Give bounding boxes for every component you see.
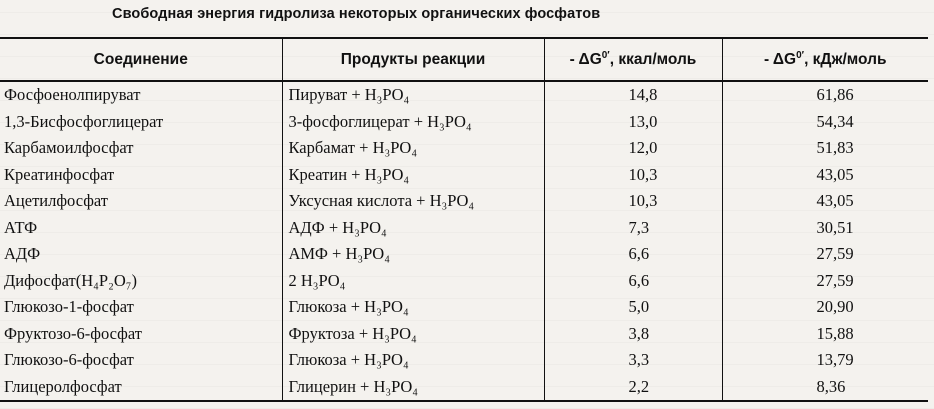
- cell-products: Креатин + H₃PO₄: [282, 162, 544, 189]
- cell-kcal: 6,6: [544, 268, 722, 295]
- cell-products: 2 H₃PO₄: [282, 268, 544, 295]
- header-kj-suffix: , кДж/моль: [804, 51, 887, 69]
- cell-kj: 8,36: [722, 374, 928, 402]
- cell-compound: Фосфоенолпируват: [4, 85, 141, 105]
- header-compound: Соединение: [0, 38, 282, 81]
- cell-products: АМФ + H₃PO₄: [282, 241, 544, 268]
- table-row: [0, 162, 928, 189]
- cell-compound: АДФ: [4, 244, 41, 264]
- cell-compound: Дифосфат(H₄P₂O₇): [4, 270, 138, 290]
- table-row: [0, 241, 928, 268]
- cell-products: Пируват + H₃PO₄: [282, 81, 544, 109]
- table-header: [0, 38, 928, 81]
- cell-products: Глюкоза + H₃PO₄: [282, 347, 544, 374]
- cell-kj: 61,86: [722, 81, 928, 109]
- header-row: [0, 38, 928, 81]
- table-row: [0, 188, 928, 215]
- cell-compound: Ацетилфосфат: [4, 191, 109, 211]
- cell-kj: 27,59: [722, 241, 928, 268]
- cell-kj: 20,90: [722, 294, 928, 321]
- cell-kcal: 7,3: [544, 215, 722, 242]
- cell-kj: 54,34: [722, 109, 928, 136]
- cell-products: АДФ + H₃PO₄: [282, 215, 544, 242]
- header-kcal-suffix: , ккал/моль: [609, 51, 697, 69]
- cell-kcal: 5,0: [544, 294, 722, 321]
- cell-compound: Глицеролфосфат: [0, 374, 282, 402]
- cell-compound: Глюкозо-1-фосфат: [4, 297, 134, 317]
- cell-products: Фруктоза + H₃PO₄: [282, 321, 544, 348]
- cell-products: 3-фосфоглицерат + H₃PO₄: [282, 109, 544, 136]
- cell-compound: Глюкозо-6-фосфат: [4, 350, 134, 370]
- cell-compound: Креатинфосфат: [4, 164, 115, 184]
- cell-products: Глюкоза + H₃PO₄: [282, 294, 544, 321]
- cell-compound: 1,3-Бисфосфоглицерат: [4, 111, 164, 131]
- table-row: [0, 268, 928, 295]
- header-kj-prefix: - ΔG: [764, 51, 797, 69]
- cell-kj: 43,05: [722, 188, 928, 215]
- table-body: [0, 81, 928, 401]
- cell-kcal: 13,0: [544, 109, 722, 136]
- header-kcal-sup: 0′: [601, 49, 610, 61]
- cell-kj: 51,83: [722, 135, 928, 162]
- table-row: [0, 374, 928, 402]
- cell-kcal: 3,8: [544, 321, 722, 348]
- cell-kcal: 12,0: [544, 135, 722, 162]
- cell-kcal: 10,3: [544, 162, 722, 189]
- header-kcal-prefix: - ΔG: [569, 51, 602, 69]
- cell-compound: АТФ: [4, 217, 38, 237]
- cell-products: Уксусная кислота + H₃PO₄: [282, 188, 544, 215]
- header-kj-sup: 0′: [796, 49, 805, 61]
- cell-kcal: 6,6: [544, 241, 722, 268]
- table-row: [0, 215, 928, 242]
- table-title: Свободная энергия гидролиза некоторых органических фосфатов: [112, 6, 601, 22]
- header-products: Продукты реакции: [282, 38, 544, 81]
- cell-kcal: 2,2: [544, 374, 722, 402]
- cell-compound: Фруктозо-6-фосфат: [4, 323, 142, 343]
- header-kj: [722, 38, 928, 81]
- table-row: [0, 321, 928, 348]
- header-kcal: [544, 38, 722, 81]
- table-row: [0, 294, 928, 321]
- cell-products: Карбамат + H₃PO₄: [282, 135, 544, 162]
- cell-kcal: 10,3: [544, 188, 722, 215]
- cell-kj: 27,59: [722, 268, 928, 295]
- table-row: [0, 81, 928, 109]
- cell-products: Глицерин + H₃PO₄: [282, 374, 544, 402]
- cell-compound: Карбамоилфосфат: [4, 138, 134, 158]
- cell-kcal: 14,8: [544, 81, 722, 109]
- cell-kj: 30,51: [722, 215, 928, 242]
- table-row: [0, 347, 928, 374]
- cell-kj: 13,79: [722, 347, 928, 374]
- cell-kcal: 3,3: [544, 347, 722, 374]
- free-energy-table: [0, 37, 928, 402]
- cell-kj: 43,05: [722, 162, 928, 189]
- cell-kj: 15,88: [722, 321, 928, 348]
- table-row: [0, 109, 928, 136]
- table-row: [0, 135, 928, 162]
